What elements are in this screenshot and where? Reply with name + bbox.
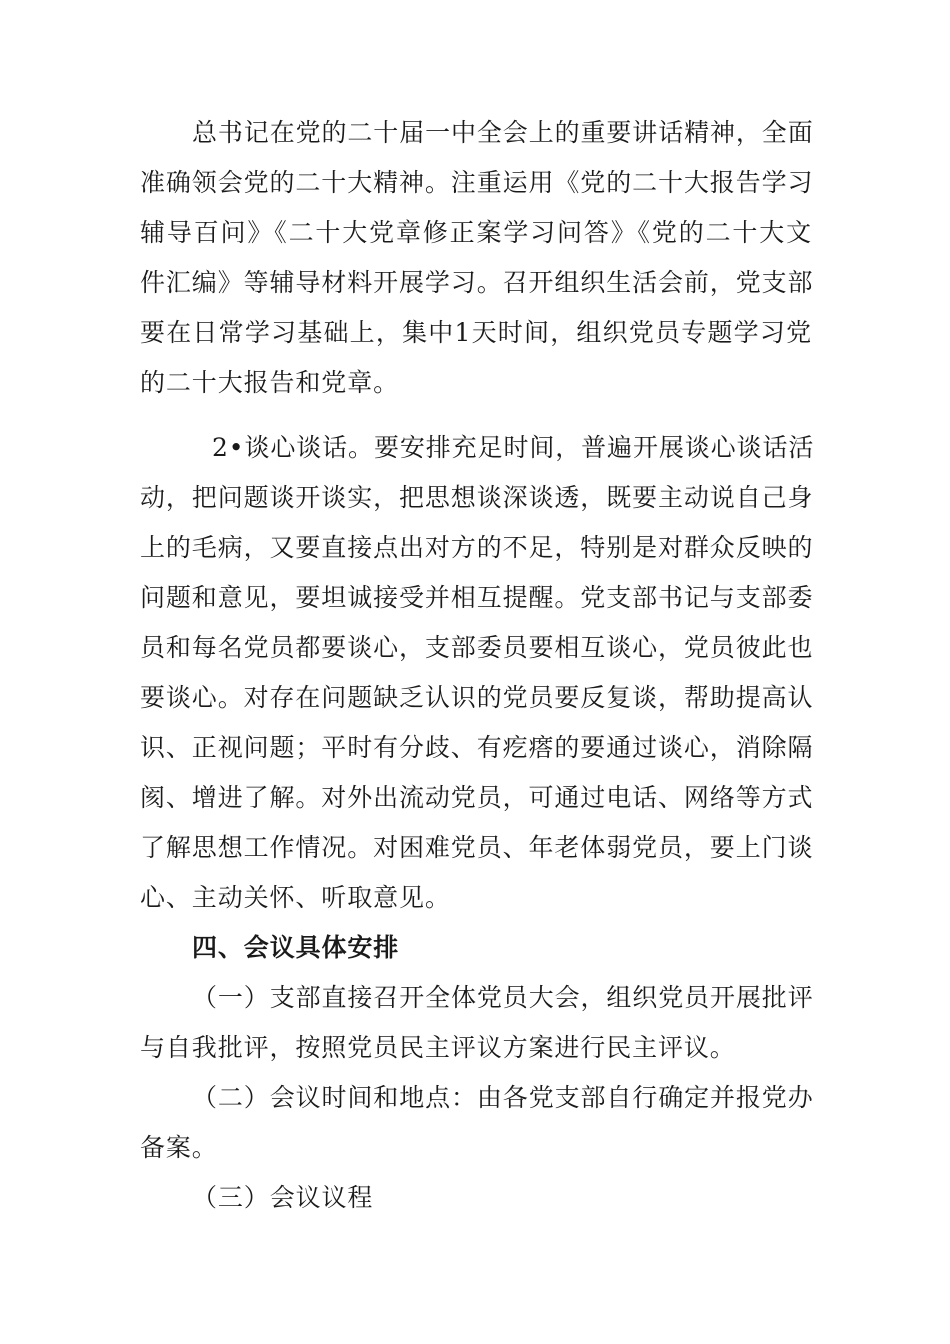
paragraph-line: 要谈心。对存在问题缺乏认识的党员要反复谈，帮助提高认 (140, 683, 814, 712)
paragraph-line: 辅导百问》《二十大党章修正案学习问答》《党的二十大文 (140, 218, 812, 247)
section-heading: 四、会议具体安排 (192, 933, 400, 962)
paragraph-line: 阂、增进了解。对外出流动党员，可通过电话、网络等方式 (140, 783, 814, 812)
paragraph-line: 心、主动关怀、听取意见。 (140, 883, 451, 912)
paragraph-line: 识、正视问题；平时有分歧、有疙瘩的要通过谈心，消除隔 (140, 733, 814, 762)
paragraph-line: 与自我批评，按照党员民主评议方案进行民主评议。 (140, 1033, 736, 1062)
paragraph-line: 上的毛病，又要直接点出对方的不足，特别是对群众反映的 (140, 533, 814, 562)
paragraph-line: 了解思想工作情况。对困难党员、年老体弱党员，要上门谈 (140, 833, 814, 862)
paragraph-line: 2•谈心谈话。要安排充足时间，普遍开展谈心谈话活 (212, 433, 815, 462)
paragraph-line: 总书记在党的二十届一中全会上的重要讲话精神，全面 (192, 118, 814, 147)
paragraph-line: 的二十大报告和党章。 (140, 368, 400, 397)
paragraph-line: 动，把问题谈开谈实，把思想谈深谈透，既要主动说自己身 (140, 483, 814, 512)
paragraph-line: 要在日常学习基础上，集中1天时间，组织党员专题学习党 (140, 318, 812, 347)
paragraph-line: （三）会议议程 (192, 1183, 374, 1212)
paragraph-line: （一）支部直接召开全体党员大会，组织党员开展批评 (192, 983, 814, 1012)
paragraph-line: 问题和意见，要坦诚接受并相互提醒。党支部书记与支部委 (140, 583, 814, 612)
paragraph-line: 备案。 (140, 1133, 218, 1162)
paragraph-line: 员和每名党员都要谈心，支部委员要相互谈心，党员彼此也 (140, 633, 814, 662)
paragraph-line: 准确领会党的二十大精神。注重运用《党的二十大报告学习 (140, 168, 814, 197)
paragraph-line: 件汇编》等辅导材料开展学习。召开组织生活会前，党支部 (140, 268, 814, 297)
paragraph-line: （二）会议时间和地点：由各党支部自行确定并报党办 (192, 1083, 814, 1112)
